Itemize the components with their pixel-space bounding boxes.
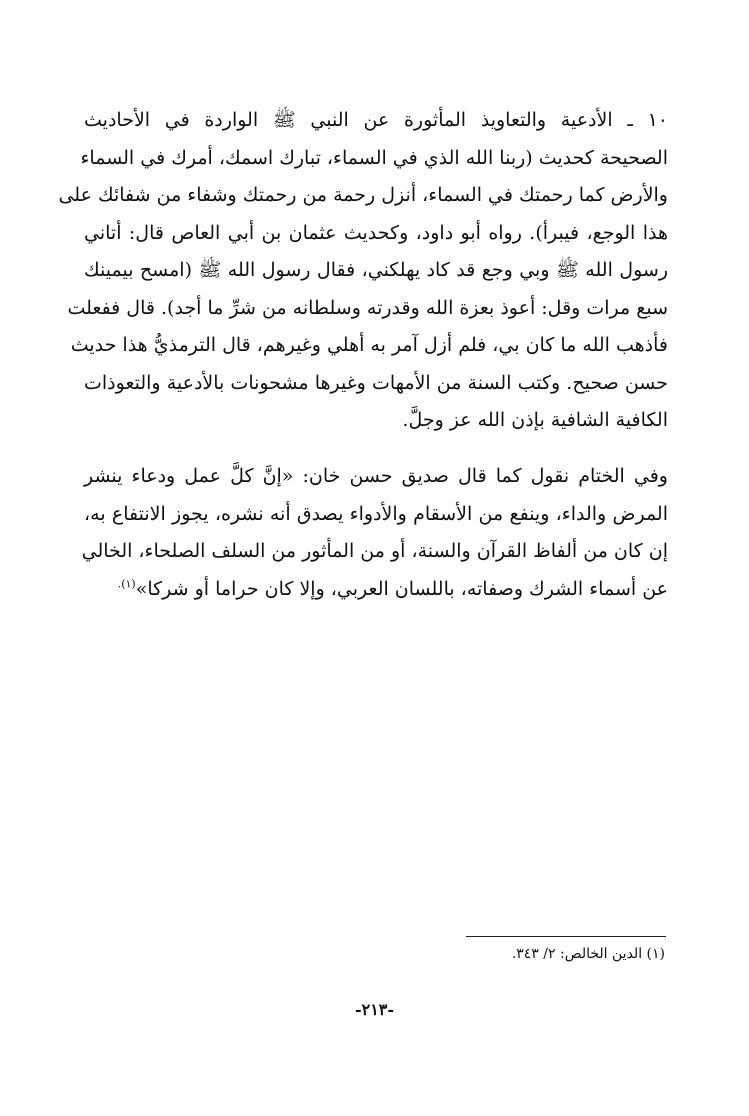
footnote: (١) الدين الخالص: ٢/ ٣٤٣. — [511, 946, 665, 962]
page-number: -٢١٣- — [354, 1000, 395, 1019]
paragraph-2 — [81, 458, 668, 608]
text-line: والأرض كما رحمتك في السماء، أنزل رحمة من رحمتك وشفاء من شفائك على — [58, 184, 668, 206]
text-line: وفي الختام نقول كما قال صديق حسن خان: «إنَّ كلَّ عمل ودعاء ينشر — [84, 465, 668, 487]
text-line: الكافية الشافية بإذن الله عز وجلَّ. — [402, 409, 668, 431]
text-line: المرض والداء، وينفع من الأسقام والأدواء يصدق أنه نشره، يجوز الانتفاع به، — [84, 502, 668, 525]
footnote-reference: (١). — [117, 577, 136, 591]
text-line: إن كان من ألفاظ القرآن والسنة، أو من المأثور من السلف الصلحاء، الخالي — [81, 540, 668, 562]
text-line: فأذهب الله ما كان بي، فلم أزل آمر به أهلي وغيرهم، قال الترمذيُّ هذا حديث — [70, 334, 668, 356]
text-line: هذا الوجع، فيبرأ). رواه أبو داود، وكحديث عثمان بن أبي العاص قال: أتاني — [84, 221, 668, 244]
text-line: حسن صحيح. وكتب السنة من الأمهات وغيرها مشحونات بالأدعية والتعوذات — [84, 371, 668, 394]
paragraph-1 — [58, 102, 668, 440]
text-line: رسول الله ﷺ وبي وجع قد كاد يهلكني، فقال رسول الله ﷺ (امسح بيمينك — [84, 259, 668, 281]
footnote-divider — [466, 936, 666, 937]
text-line: ١٠ ـ الأدعية والتعاويذ المأثورة عن النبي ﷺ الواردة في الأحاديث — [84, 109, 668, 131]
text-line: الصحيحة كحديث (ربنا الله الذي في السماء، تبارك اسمك، أمرك في السماء — [80, 146, 668, 169]
text-line-with-footnote-ref — [84, 571, 668, 609]
text-line: سبع مرات وقل: أعوذ بعزة الله وقدرته وسلطانه من شرِّ ما أجد). قال ففعلت — [67, 296, 668, 319]
text-line-content: عن أسماء الشرك وصفاته، باللسان العربي، وإلا كان حراما أو شركا» — [135, 577, 668, 600]
